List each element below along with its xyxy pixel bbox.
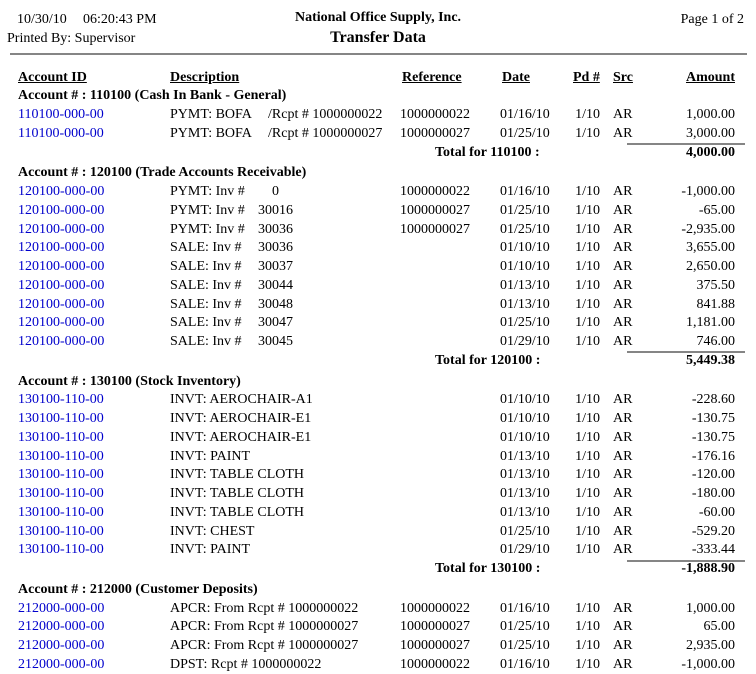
col-header-date: Date bbox=[502, 69, 530, 85]
period: 1/10 bbox=[575, 504, 600, 520]
period: 1/10 bbox=[575, 429, 600, 445]
account-id-link[interactable]: 110100-000-00 bbox=[18, 107, 104, 122]
table-row bbox=[0, 428, 756, 447]
table-row bbox=[0, 410, 756, 429]
description: APCR: From Rcpt # 1000000022 bbox=[170, 600, 359, 616]
header-divider-rule bbox=[10, 53, 747, 55]
section-header: Account # : 130100 (Stock Inventory) bbox=[18, 373, 241, 389]
description: PYMT: BOFA bbox=[170, 107, 252, 122]
report-title: Transfer Data bbox=[330, 29, 426, 46]
source: AR bbox=[613, 600, 633, 616]
amount: 1,181.00 bbox=[686, 315, 735, 331]
date: 01/13/10 bbox=[500, 486, 550, 501]
date: 01/16/10 bbox=[500, 107, 550, 122]
account-id-link[interactable]: 212000-000-00 bbox=[18, 619, 105, 635]
source: AR bbox=[613, 656, 633, 672]
description: SALE: Inv # bbox=[170, 334, 242, 349]
source: AR bbox=[613, 429, 633, 445]
amount: 2,650.00 bbox=[686, 259, 735, 274]
report-body bbox=[0, 68, 756, 674]
date: 01/25/10 bbox=[500, 619, 550, 635]
description: INVT: PAINT bbox=[170, 542, 251, 558]
table-row bbox=[0, 124, 756, 143]
table-row bbox=[0, 541, 756, 560]
table-row bbox=[0, 637, 756, 656]
section-header: Account # : 212000 (Customer Deposits) bbox=[18, 581, 258, 597]
account-id-link[interactable]: 130100-110-00 bbox=[18, 467, 104, 483]
period: 1/10 bbox=[575, 125, 600, 141]
account-id-link[interactable]: 130100-110-00 bbox=[18, 448, 104, 464]
reference: 1000000027 bbox=[400, 221, 470, 237]
table-row bbox=[0, 599, 756, 618]
amount: -1,000.00 bbox=[681, 184, 735, 199]
reference: 1000000022 bbox=[400, 656, 470, 672]
table-row bbox=[0, 295, 756, 314]
date: 01/29/10 bbox=[500, 334, 550, 349]
source: AR bbox=[613, 202, 633, 218]
period: 1/10 bbox=[575, 619, 600, 635]
invoice-number: 30037 bbox=[258, 259, 293, 274]
section-header-row bbox=[0, 87, 756, 106]
amount: 1,000.00 bbox=[686, 600, 735, 616]
table-row bbox=[0, 239, 756, 258]
description: SALE: Inv # bbox=[170, 315, 242, 331]
account-id-link[interactable]: 120100-000-00 bbox=[18, 296, 105, 312]
run-time: 06:20:43 PM bbox=[83, 12, 157, 27]
source: AR bbox=[613, 392, 633, 408]
date: 01/25/10 bbox=[500, 202, 550, 218]
description: INVT: AEROCHAIR-A1 bbox=[170, 392, 313, 408]
date: 01/16/10 bbox=[500, 600, 550, 616]
description: INVT: TABLE CLOTH bbox=[170, 467, 305, 483]
invoice-number: 0 bbox=[272, 184, 279, 199]
total-amount: 5,449.38 bbox=[686, 352, 735, 368]
description: SALE: Inv # bbox=[170, 296, 242, 312]
section-header-row bbox=[0, 372, 756, 391]
date: 01/25/10 bbox=[500, 315, 550, 331]
date: 01/13/10 bbox=[500, 448, 550, 464]
table-row bbox=[0, 314, 756, 333]
period: 1/10 bbox=[575, 259, 600, 274]
description: INVT: AEROCHAIR-E1 bbox=[170, 429, 312, 445]
description: DPST: Rcpt # 1000000022 bbox=[170, 656, 322, 672]
amount: -176.16 bbox=[691, 448, 735, 464]
table-row bbox=[0, 503, 756, 522]
account-id-link[interactable]: 120100-000-00 bbox=[18, 240, 105, 256]
total-row bbox=[0, 560, 756, 579]
source: AR bbox=[613, 448, 633, 464]
section-header-row bbox=[0, 164, 756, 183]
printed-by: Printed By: Supervisor bbox=[7, 31, 136, 46]
amount: -333.44 bbox=[691, 542, 735, 558]
account-id-link[interactable]: 120100-000-00 bbox=[18, 334, 105, 349]
column-header-row bbox=[0, 68, 756, 87]
table-row bbox=[0, 522, 756, 541]
run-date: 10/30/10 bbox=[17, 12, 67, 27]
period: 1/10 bbox=[575, 202, 600, 218]
description: APCR: From Rcpt # 1000000027 bbox=[170, 638, 359, 653]
page-number: Page 1 of 2 bbox=[680, 12, 744, 27]
account-id-link[interactable]: 120100-000-00 bbox=[18, 315, 105, 331]
reference: 1000000027 bbox=[400, 619, 470, 635]
source: AR bbox=[613, 315, 633, 331]
source: AR bbox=[613, 125, 633, 141]
account-id-link[interactable]: 120100-000-00 bbox=[18, 221, 105, 237]
invoice-number: 30016 bbox=[258, 202, 293, 218]
description: APCR: From Rcpt # 1000000027 bbox=[170, 619, 359, 635]
amount: 65.00 bbox=[703, 619, 735, 635]
amount: -130.75 bbox=[691, 411, 735, 426]
description: PYMT: Inv # bbox=[170, 184, 245, 199]
period: 1/10 bbox=[575, 486, 600, 501]
description: INVT: AEROCHAIR-E1 bbox=[170, 411, 312, 426]
amount: 375.50 bbox=[696, 277, 735, 293]
table-row bbox=[0, 106, 756, 125]
report-page-header bbox=[0, 0, 756, 68]
source: AR bbox=[613, 334, 633, 349]
amount: -228.60 bbox=[691, 392, 735, 408]
total-amount: 4,000.00 bbox=[686, 144, 735, 160]
account-id-link[interactable]: 120100-000-00 bbox=[18, 277, 105, 293]
table-row bbox=[0, 447, 756, 466]
table-row bbox=[0, 258, 756, 277]
total-label: Total for 130100 : bbox=[435, 561, 541, 576]
section-header-row bbox=[0, 580, 756, 599]
col-header-description: Description bbox=[170, 69, 240, 85]
description: SALE: Inv # bbox=[170, 240, 242, 256]
source: AR bbox=[613, 619, 633, 635]
description: INVT: CHEST bbox=[170, 523, 255, 539]
source: AR bbox=[613, 523, 633, 539]
source: AR bbox=[613, 184, 633, 199]
invoice-number: 30045 bbox=[258, 334, 293, 349]
amount: 3,655.00 bbox=[686, 240, 735, 256]
reference: 1000000022 bbox=[400, 107, 470, 122]
col-header-src: Src bbox=[613, 69, 633, 85]
account-id-link[interactable]: 120100-000-00 bbox=[18, 184, 105, 199]
amount: 2,935.00 bbox=[686, 638, 735, 653]
source: AR bbox=[613, 411, 633, 426]
period: 1/10 bbox=[575, 523, 600, 539]
period: 1/10 bbox=[575, 334, 600, 349]
source: AR bbox=[613, 277, 633, 293]
source: AR bbox=[613, 486, 633, 501]
invoice-number: 30036 bbox=[258, 221, 293, 237]
total-label: Total for 110100 : bbox=[435, 144, 540, 160]
amount: -130.75 bbox=[691, 429, 735, 445]
section-header: Account # : 120100 (Trade Accounts Receivable) bbox=[18, 165, 307, 181]
invoice-number: 30044 bbox=[258, 277, 293, 293]
total-row bbox=[0, 143, 756, 162]
description-detail: /Rcpt # 1000000022 bbox=[268, 107, 383, 122]
account-id-link[interactable]: 130100-110-00 bbox=[18, 542, 104, 558]
date: 01/10/10 bbox=[500, 411, 550, 426]
period: 1/10 bbox=[575, 542, 600, 558]
reference: 1000000022 bbox=[400, 600, 470, 616]
date: 01/25/10 bbox=[500, 638, 550, 653]
description: PYMT: Inv # bbox=[170, 221, 245, 237]
date: 01/16/10 bbox=[500, 184, 550, 199]
date: 01/10/10 bbox=[500, 429, 550, 445]
amount: -120.00 bbox=[691, 467, 735, 483]
description: INVT: PAINT bbox=[170, 448, 251, 464]
table-row bbox=[0, 220, 756, 239]
date: 01/29/10 bbox=[500, 542, 550, 558]
source: AR bbox=[613, 221, 633, 237]
date: 01/25/10 bbox=[500, 221, 550, 237]
source: AR bbox=[613, 240, 633, 256]
date: 01/13/10 bbox=[500, 467, 550, 483]
date: 01/25/10 bbox=[500, 125, 550, 141]
description: INVT: TABLE CLOTH bbox=[170, 504, 305, 520]
account-id-link[interactable]: 212000-000-00 bbox=[18, 600, 105, 616]
source: AR bbox=[613, 259, 633, 274]
amount: -2,935.00 bbox=[681, 221, 735, 237]
period: 1/10 bbox=[575, 448, 600, 464]
source: AR bbox=[613, 107, 633, 122]
table-row bbox=[0, 485, 756, 504]
account-id-link[interactable]: 110100-000-00 bbox=[18, 125, 104, 141]
description: SALE: Inv # bbox=[170, 277, 242, 293]
period: 1/10 bbox=[575, 315, 600, 331]
account-id-link[interactable]: 130100-110-00 bbox=[18, 429, 104, 445]
table-row bbox=[0, 466, 756, 485]
amount: -1,000.00 bbox=[681, 656, 735, 672]
account-id-link[interactable]: 130100-110-00 bbox=[18, 411, 104, 426]
source: AR bbox=[613, 638, 633, 653]
table-row bbox=[0, 276, 756, 295]
period: 1/10 bbox=[575, 638, 600, 653]
table-row bbox=[0, 183, 756, 202]
period: 1/10 bbox=[575, 240, 600, 256]
account-id-link[interactable]: 120100-000-00 bbox=[18, 259, 105, 274]
col-header-account-id: Account ID bbox=[18, 69, 87, 85]
amount: -65.00 bbox=[698, 202, 735, 218]
invoice-number: 30048 bbox=[258, 296, 293, 312]
table-row bbox=[0, 201, 756, 220]
amount: 3,000.00 bbox=[686, 125, 735, 141]
date: 01/10/10 bbox=[500, 240, 550, 256]
account-id-link[interactable]: 130100-110-00 bbox=[18, 392, 104, 408]
period: 1/10 bbox=[575, 277, 600, 293]
description: INVT: TABLE CLOTH bbox=[170, 486, 305, 501]
table-row bbox=[0, 333, 756, 352]
period: 1/10 bbox=[575, 392, 600, 408]
invoice-number: 30047 bbox=[258, 315, 293, 331]
table-row bbox=[0, 391, 756, 410]
date: 01/10/10 bbox=[500, 259, 550, 274]
date: 01/25/10 bbox=[500, 523, 550, 539]
source: AR bbox=[613, 542, 633, 558]
amount: 1,000.00 bbox=[686, 107, 735, 122]
col-header-pd: Pd # bbox=[573, 69, 600, 85]
total-label: Total for 120100 : bbox=[435, 352, 541, 368]
total-row bbox=[0, 351, 756, 370]
account-id-link[interactable]: 130100-110-00 bbox=[18, 486, 104, 501]
period: 1/10 bbox=[575, 221, 600, 237]
invoice-number: 30036 bbox=[258, 240, 293, 256]
description-detail: /Rcpt # 1000000027 bbox=[268, 125, 383, 141]
period: 1/10 bbox=[575, 600, 600, 616]
reference: 1000000027 bbox=[400, 638, 470, 653]
source: AR bbox=[613, 467, 633, 483]
description: PYMT: Inv # bbox=[170, 202, 245, 218]
date: 01/13/10 bbox=[500, 277, 550, 293]
source: AR bbox=[613, 296, 633, 312]
description: SALE: Inv # bbox=[170, 259, 242, 274]
table-row bbox=[0, 618, 756, 637]
date: 01/13/10 bbox=[500, 296, 550, 312]
account-id-link[interactable]: 120100-000-00 bbox=[18, 202, 105, 218]
reference: 1000000027 bbox=[400, 125, 470, 141]
company-name: National Office Supply, Inc. bbox=[294, 10, 462, 25]
date: 01/13/10 bbox=[500, 504, 550, 520]
period: 1/10 bbox=[575, 411, 600, 426]
account-id-link[interactable]: 212000-000-00 bbox=[18, 638, 105, 653]
amount: -529.20 bbox=[691, 523, 735, 539]
amount: -180.00 bbox=[691, 486, 735, 501]
date: 01/10/10 bbox=[500, 392, 550, 408]
amount: -60.00 bbox=[698, 504, 735, 520]
period: 1/10 bbox=[575, 184, 600, 199]
period: 1/10 bbox=[575, 467, 600, 483]
reference: 1000000027 bbox=[400, 202, 470, 218]
description: PYMT: BOFA bbox=[170, 125, 252, 141]
amount: 746.00 bbox=[696, 334, 735, 349]
amount: 841.88 bbox=[696, 296, 735, 312]
reference: 1000000022 bbox=[400, 184, 470, 199]
account-id-link[interactable]: 212000-000-00 bbox=[18, 656, 105, 672]
period: 1/10 bbox=[575, 296, 600, 312]
col-header-amount: Amount bbox=[685, 69, 735, 85]
date: 01/16/10 bbox=[500, 656, 550, 672]
account-id-link[interactable]: 130100-110-00 bbox=[18, 523, 104, 539]
period: 1/10 bbox=[575, 107, 600, 122]
table-row bbox=[0, 655, 756, 674]
period: 1/10 bbox=[575, 656, 600, 672]
section-header: Account # : 110100 (Cash In Bank - General) bbox=[18, 88, 287, 104]
account-id-link[interactable]: 130100-110-00 bbox=[18, 504, 104, 520]
source: AR bbox=[613, 504, 633, 520]
col-header-reference: Reference bbox=[402, 69, 462, 85]
total-amount: -1,888.90 bbox=[681, 561, 735, 576]
